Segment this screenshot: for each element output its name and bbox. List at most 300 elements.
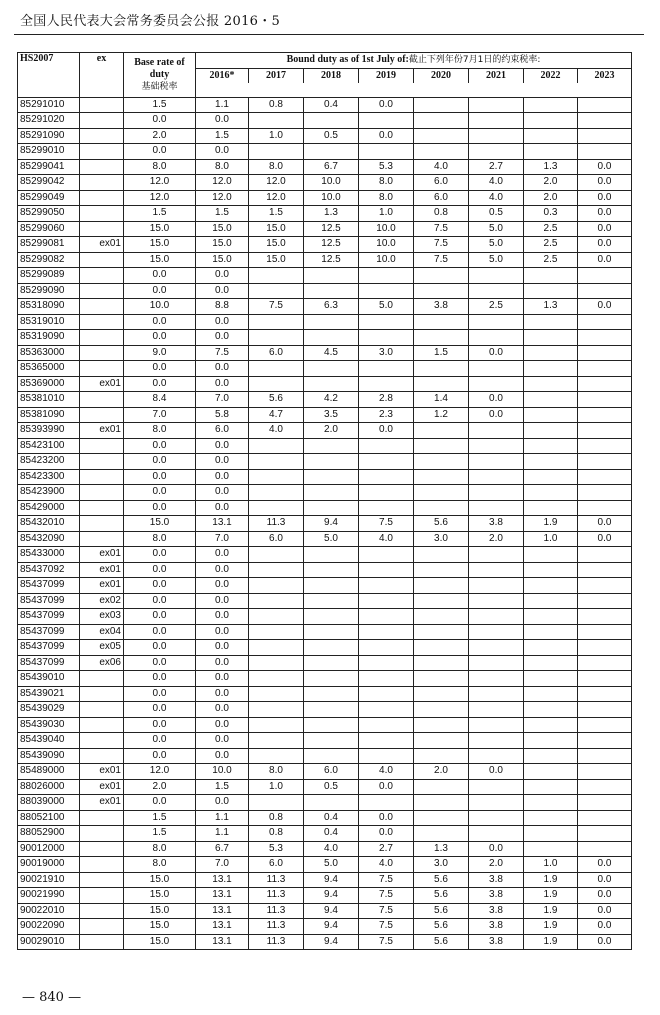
bound-rate-cell: 12.5 [304,252,359,268]
bound-rate-cell [524,671,578,687]
table-row [18,562,632,578]
bound-rate-cell [469,376,524,392]
bound-rate-cell: 0.0 [578,221,632,237]
hs-code-cell: 85439021 [18,686,80,702]
bound-rate-cell: 0.0 [196,686,249,702]
bound-rate-cell [304,562,359,578]
hs-code-cell: 85299081 [18,237,80,253]
bound-rate-cell [304,314,359,330]
bound-rate-cell: 0.0 [359,826,414,842]
bound-rate-cell [249,702,304,718]
bound-rate-cell [578,283,632,299]
bound-rate-cell: 5.6 [249,392,304,408]
ex-cell [80,159,124,175]
bound-rate-cell [249,593,304,609]
bound-rate-cell [469,640,524,656]
bound-rate-cell [469,578,524,594]
ex-cell [80,190,124,206]
bound-rate-cell: 0.0 [196,578,249,594]
bound-rate-cell [524,500,578,516]
bound-rate-cell [414,593,469,609]
table-row [18,454,632,470]
bound-rate-cell: 0.0 [578,934,632,950]
base-rate-cell: 0.0 [124,469,196,485]
bound-rate-cell: 7.0 [196,857,249,873]
base-rate-cell: 0.0 [124,485,196,501]
bound-rate-cell: 2.0 [304,423,359,439]
bound-rate-cell [414,330,469,346]
bound-rate-cell: 0.0 [578,531,632,547]
bound-rate-cell [578,764,632,780]
bound-rate-cell: 15.0 [249,221,304,237]
bound-rate-cell [469,810,524,826]
bound-rate-cell [469,547,524,563]
bound-rate-cell [414,562,469,578]
ex-cell [80,934,124,950]
year-header-4: 2020 [414,68,469,83]
table-row [18,702,632,718]
bound-rate-cell: 6.0 [249,345,304,361]
bound-rate-cell [249,469,304,485]
bound-rate-cell: 0.0 [196,733,249,749]
table-row [18,314,632,330]
bound-rate-cell: 5.0 [469,221,524,237]
table-row [18,469,632,485]
bound-rate-cell: 0.0 [359,779,414,795]
bound-rate-cell [524,826,578,842]
bound-rate-cell [304,671,359,687]
bound-rate-cell: 0.4 [304,97,359,113]
bound-rate-cell: 0.0 [578,159,632,175]
table-row [18,345,632,361]
table-row [18,97,632,113]
bound-rate-cell [469,624,524,640]
bound-rate-cell [469,469,524,485]
ex-cell [80,97,124,113]
table-row [18,283,632,299]
bound-rate-cell: 13.1 [196,934,249,950]
bound-rate-cell [578,810,632,826]
bound-rate-cell [578,113,632,129]
bound-rate-cell [304,547,359,563]
hs-code-cell: 85299010 [18,144,80,160]
bound-rate-cell [469,733,524,749]
bound-rate-cell [469,562,524,578]
base-rate-cell: 0.0 [124,655,196,671]
bound-rate-cell [524,655,578,671]
bound-rate-cell [359,562,414,578]
ex-cell: ex01 [80,578,124,594]
bound-rate-cell [524,733,578,749]
bound-rate-cell [359,376,414,392]
hs-code-cell: 85439030 [18,717,80,733]
bound-rate-cell [304,733,359,749]
hs-code-cell: 90021910 [18,872,80,888]
base-rate-cell: 1.5 [124,810,196,826]
ex-cell: ex01 [80,547,124,563]
bound-rate-cell [414,376,469,392]
bound-rate-cell: 15.0 [196,252,249,268]
bound-rate-cell: 1.9 [524,903,578,919]
base-rate-cell: 0.0 [124,438,196,454]
bound-rate-cell [578,779,632,795]
bound-rate-cell [304,361,359,377]
bound-rate-cell [249,640,304,656]
bound-rate-cell [249,547,304,563]
hs-code-cell: 85437099 [18,593,80,609]
bound-rate-cell [469,655,524,671]
bound-rate-cell [578,826,632,842]
bound-rate-cell: 9.4 [304,888,359,904]
bound-rate-cell [578,485,632,501]
hs-code-cell: 85429000 [18,500,80,516]
bound-rate-cell [469,128,524,144]
hs-code-cell: 85291020 [18,113,80,129]
bound-rate-cell [524,268,578,284]
page-number: — 840 — [22,990,82,1005]
bound-rate-cell [469,779,524,795]
bound-rate-cell [304,113,359,129]
table-row [18,748,632,764]
bound-rate-cell: 1.2 [414,407,469,423]
bound-rate-cell: 10.0 [304,175,359,191]
bound-rate-cell [578,97,632,113]
col-header-ex: ex [80,53,124,98]
ex-cell: ex01 [80,376,124,392]
bound-rate-cell [249,438,304,454]
bound-rate-cell: 4.0 [469,175,524,191]
table-row [18,361,632,377]
hs-code-cell: 90019000 [18,857,80,873]
bound-rate-cell [359,113,414,129]
bound-rate-cell [524,686,578,702]
bound-rate-cell: 1.9 [524,516,578,532]
bound-rate-cell [249,330,304,346]
bound-rate-cell: 0.0 [578,903,632,919]
bound-rate-cell: 0.5 [469,206,524,222]
bound-rate-cell: 7.5 [414,252,469,268]
bound-rate-cell [359,686,414,702]
bound-rate-cell [414,500,469,516]
table-row [18,655,632,671]
bound-rate-cell [469,686,524,702]
bound-rate-cell: 0.0 [578,206,632,222]
bound-rate-cell [304,376,359,392]
bound-rate-cell: 0.8 [414,206,469,222]
table-row [18,841,632,857]
bound-rate-cell: 7.5 [359,934,414,950]
bound-rate-cell [578,717,632,733]
ex-cell [80,686,124,702]
bound-rate-cell [414,113,469,129]
hs-code-cell: 85439090 [18,748,80,764]
bound-rate-cell: 5.6 [414,516,469,532]
table-row [18,423,632,439]
year-header-5: 2021 [469,68,524,83]
year-header-6: 2022 [524,68,578,83]
table-row [18,500,632,516]
bound-rate-cell: 1.0 [524,531,578,547]
bound-rate-cell [414,469,469,485]
bound-rate-cell [524,97,578,113]
table-row [18,516,632,532]
hs-code-cell: 85489000 [18,764,80,780]
bound-rate-cell: 0.0 [196,438,249,454]
hs-code-cell: 85381090 [18,407,80,423]
hs-code-cell: 85299042 [18,175,80,191]
base-rate-cell: 0.0 [124,283,196,299]
bound-rate-cell [524,361,578,377]
bound-rate-cell: 2.8 [359,392,414,408]
bound-rate-cell: 0.0 [578,299,632,315]
base-rate-cell: 0.0 [124,593,196,609]
bound-rate-cell: 4.0 [359,764,414,780]
bound-rate-cell [469,268,524,284]
table-row [18,128,632,144]
ex-cell [80,903,124,919]
base-header-line2: duty [149,68,170,80]
bound-rate-cell: 1.9 [524,888,578,904]
bound-rate-cell [524,144,578,160]
bound-rate-cell: 8.0 [196,159,249,175]
bound-rate-cell: 5.6 [414,872,469,888]
bound-rate-cell: 5.0 [304,531,359,547]
bound-rate-cell: 6.0 [304,764,359,780]
ex-cell [80,392,124,408]
bound-rate-cell [578,330,632,346]
base-rate-cell: 0.0 [124,547,196,563]
base-rate-cell: 0.0 [124,717,196,733]
bound-rate-cell: 1.9 [524,919,578,935]
bound-rate-cell: 1.0 [524,857,578,873]
hs-code-cell: 85433000 [18,547,80,563]
table-row [18,330,632,346]
bound-rate-cell [359,314,414,330]
hs-code-cell: 85437099 [18,640,80,656]
bound-rate-cell: 0.0 [469,407,524,423]
bound-rate-cell: 3.0 [414,531,469,547]
bound-rate-cell: 0.0 [196,748,249,764]
bound-rate-cell [524,454,578,470]
bound-rate-cell: 7.5 [359,919,414,935]
hs-code-cell: 90029010 [18,934,80,950]
hs-code-cell: 85439040 [18,733,80,749]
bound-rate-cell: 8.0 [249,159,304,175]
bound-rate-cell: 0.8 [249,97,304,113]
bound-rate-cell [524,702,578,718]
hs-code-cell: 85318090 [18,299,80,315]
bound-rate-cell [249,500,304,516]
bound-rate-cell: 11.3 [249,516,304,532]
hs-code-cell: 88039000 [18,795,80,811]
table-row [18,221,632,237]
bound-rate-cell [359,717,414,733]
bound-rate-cell: 2.5 [524,221,578,237]
table-row [18,485,632,501]
bound-rate-cell [304,268,359,284]
bound-rate-cell [359,547,414,563]
bound-rate-cell: 9.4 [304,919,359,935]
col-header-base [124,53,196,98]
bound-rate-cell [524,128,578,144]
bound-rate-cell [304,609,359,625]
table-row [18,190,632,206]
ex-cell [80,826,124,842]
bound-rate-cell: 0.8 [249,810,304,826]
bound-rate-cell [414,686,469,702]
ex-cell [80,221,124,237]
bound-rate-cell: 6.7 [304,159,359,175]
bound-rate-cell [414,485,469,501]
bound-rate-cell: 6.0 [249,857,304,873]
bound-rate-cell [249,686,304,702]
hs-code-cell: 85363000 [18,345,80,361]
bound-rate-cell: 0.0 [578,252,632,268]
table-row [18,531,632,547]
hs-code-cell: 85437092 [18,562,80,578]
bound-rate-cell [469,826,524,842]
ex-cell: ex01 [80,764,124,780]
base-rate-cell: 15.0 [124,237,196,253]
bound-rate-cell [249,671,304,687]
bound-rate-cell [469,144,524,160]
bound-rate-cell [414,423,469,439]
bound-rate-cell [469,423,524,439]
bound-rate-cell: 5.8 [196,407,249,423]
bound-rate-cell: 3.0 [359,345,414,361]
bound-rate-cell [524,593,578,609]
table-row [18,733,632,749]
bound-rate-cell: 5.0 [359,299,414,315]
bound-rate-cell: 2.0 [469,857,524,873]
bound-rate-cell: 0.0 [196,376,249,392]
bound-rate-cell [304,795,359,811]
bound-rate-cell [578,593,632,609]
table-row [18,299,632,315]
bound-rate-cell: 9.4 [304,903,359,919]
table-row [18,268,632,284]
base-rate-cell: 8.0 [124,857,196,873]
bound-rate-cell: 13.1 [196,919,249,935]
bound-rate-cell [359,655,414,671]
bound-rate-cell [359,671,414,687]
base-rate-cell: 1.5 [124,97,196,113]
bound-rate-cell: 12.0 [249,175,304,191]
bound-rate-cell: 5.3 [359,159,414,175]
bound-rate-cell [469,609,524,625]
table-row [18,826,632,842]
table-row [18,206,632,222]
ex-cell [80,206,124,222]
hs-code-cell: 88026000 [18,779,80,795]
bound-rate-cell [249,314,304,330]
bound-rate-cell: 11.3 [249,934,304,950]
bound-rate-cell [414,810,469,826]
bound-rate-cell: 10.0 [196,764,249,780]
bound-rate-cell: 0.0 [196,144,249,160]
year-header-3: 2019 [359,68,414,83]
bound-rate-cell [524,392,578,408]
bound-rate-cell [359,702,414,718]
bound-rate-cell [304,640,359,656]
bound-rate-cell [578,702,632,718]
bound-rate-cell: 10.0 [359,221,414,237]
hs-code-cell: 85423300 [18,469,80,485]
ex-cell [80,485,124,501]
hs-code-cell: 85299082 [18,252,80,268]
col-header-hs: HS2007 [18,53,80,98]
bound-rate-cell: 13.1 [196,888,249,904]
bound-rate-cell [249,268,304,284]
bound-rate-cell [524,283,578,299]
bound-rate-cell [304,717,359,733]
table-row [18,609,632,625]
bound-rate-cell [414,640,469,656]
bound-rate-cell [469,454,524,470]
bound-rate-cell [578,609,632,625]
tariff-table [17,52,632,950]
bound-rate-cell: 4.0 [249,423,304,439]
bound-rate-cell: 1.1 [196,810,249,826]
ex-cell [80,330,124,346]
bound-rate-cell [524,764,578,780]
bound-rate-cell: 0.0 [196,361,249,377]
bound-rate-cell: 15.0 [196,237,249,253]
base-rate-cell: 8.4 [124,392,196,408]
bound-rate-cell [524,810,578,826]
ex-cell: ex01 [80,423,124,439]
bound-rate-cell: 0.0 [196,547,249,563]
bound-rate-cell: 6.0 [249,531,304,547]
bound-rate-cell: 1.0 [249,128,304,144]
ex-cell [80,733,124,749]
bound-rate-cell: 11.3 [249,903,304,919]
hs-code-cell: 85423100 [18,438,80,454]
bound-rate-cell [414,779,469,795]
ex-cell: ex01 [80,237,124,253]
bound-rate-cell [524,547,578,563]
base-rate-cell: 1.5 [124,206,196,222]
bound-rate-cell: 2.5 [469,299,524,315]
ex-cell [80,144,124,160]
bound-rate-cell: 0.0 [359,423,414,439]
year-header-1: 2017 [249,68,304,83]
bound-rate-cell: 5.0 [304,857,359,873]
bound-rate-cell [469,438,524,454]
year-header-7: 2023 [578,68,632,83]
bound-rate-cell [578,562,632,578]
bound-rate-cell [304,438,359,454]
bound-rate-cell: 10.0 [359,237,414,253]
bound-rate-cell: 3.8 [469,903,524,919]
bound-rate-cell [359,438,414,454]
hs-code-cell: 85291090 [18,128,80,144]
base-rate-cell: 15.0 [124,903,196,919]
bound-rate-cell [359,330,414,346]
table-row [18,175,632,191]
bound-rate-cell [578,578,632,594]
bound-rate-cell: 4.5 [304,345,359,361]
bound-rate-cell [249,144,304,160]
bound-rate-cell: 2.0 [524,175,578,191]
bound-rate-cell: 0.0 [578,190,632,206]
bound-rate-cell [249,795,304,811]
bound-rate-cell [304,702,359,718]
bound-rate-cell: 0.0 [578,175,632,191]
bound-rate-cell [249,717,304,733]
bound-rate-cell [304,330,359,346]
table-row [18,593,632,609]
